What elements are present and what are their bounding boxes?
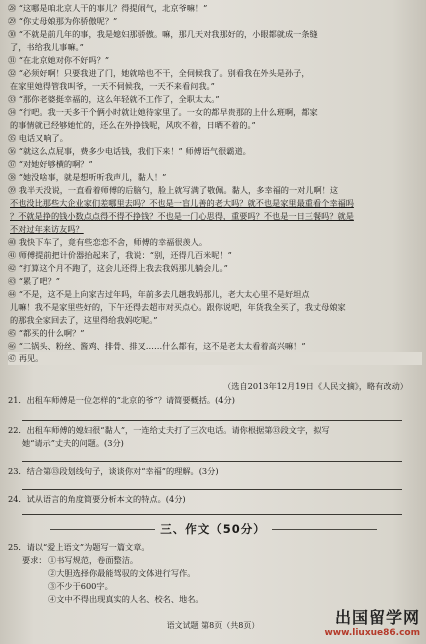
passage-line: ㉙ “你丈母娘那为你骄傲呢？” bbox=[8, 16, 118, 26]
section-rule-right bbox=[272, 529, 377, 530]
passage-line: ㊵ 我快下车了，竟有些恋恋不舍，师傅的幸福很羡人。 bbox=[8, 237, 208, 247]
question-23: 23．结合第⑬段划线句子，谈谈你对“幸福”的理解。(3分) bbox=[8, 466, 219, 476]
passage-line: ㊳ “她没啥事，就是想听听我声儿，黏人！” bbox=[8, 172, 167, 182]
question-24: 24．试从语言的角度简要分析本文的特点。(4分) bbox=[8, 494, 186, 504]
question-22-cont: 她“请示”丈夫的问题。(3分) bbox=[22, 438, 124, 448]
answer-line-22[interactable] bbox=[22, 461, 402, 462]
answer-line-21[interactable] bbox=[22, 420, 402, 421]
passage-line: 了，书给我儿事嘛。” bbox=[10, 42, 84, 52]
passage-line: ㊶ 师傅提前把计价器抬起来了，我说：“别，还得几百米呢！” bbox=[8, 250, 232, 260]
passage-line: ㉘ “这哪是咱北京人干的事儿？得提闹气，北京爷嘛！” bbox=[8, 3, 208, 13]
page-footer: 语文试题 第8页（共8页） bbox=[166, 621, 260, 630]
passage-line: ㊸ “累了吧？” bbox=[8, 276, 60, 286]
passage-line: 在家里她得管我叫爷，一天不伺候我，一天不来看问我。” bbox=[10, 81, 215, 91]
answer-line-24[interactable] bbox=[22, 514, 402, 515]
section-title: 三、作文（50分） bbox=[160, 522, 266, 536]
passage-line: ㉞ “行吧。我一天多干个俩小时就让她待家里了。一女的都早贵那的上什么班啊，都家 bbox=[8, 107, 318, 117]
passage-line: ㊼ 再见。 bbox=[8, 352, 422, 365]
underlined-sentence: ？不就是挣的钱小数点点得不得不挣钱？不也是一门心思得，重要吗？不也是一日三餐吗？就是 bbox=[10, 211, 354, 221]
requirements-label: 要求： bbox=[22, 555, 47, 565]
passage-line: ㉟ 电话又响了。 bbox=[8, 133, 68, 143]
passage-line: ㊲ “对她好够横的啊？” bbox=[8, 159, 93, 169]
requirement-item: ①书写规范，卷面整洁。 bbox=[48, 555, 139, 565]
underlined-sentence: 不对过年来访友吗？ bbox=[10, 224, 84, 234]
passage-line: ㉚ “不就是前几年的事，我是媳妇那骄傲。嘛，那几天对我那好的，小眼都就成一条缝 bbox=[8, 29, 318, 39]
passage-line: ㉜ “必须好啊！只要我进了门，她就啥也不干，全伺候我了。别看我在外头是孙子， bbox=[8, 68, 310, 78]
passage-line: ㊹ “不是，这不是上向家吉过年吗，年前多去几趟我妈那儿，老大太心里不是好坦点 bbox=[8, 289, 310, 299]
passage-line: ㊴ 我半天没说，一直看着师傅的后脑勺，脸上就写满了敬佩。黏人，多幸福的一对儿啊！这 bbox=[8, 185, 339, 195]
passage-line: 儿嘛！我不是家里些好的，下午还得去超市对买点心。跟你说吧，年货我全买了，我丈母娘家 bbox=[10, 302, 346, 312]
passage-line: ㉝ “那你老婆挺幸福的，这么年轻就不工作了，全职太太。” bbox=[8, 94, 220, 104]
passage-line: ㉛ “在北京她对你不好吗？” bbox=[8, 55, 110, 65]
question-22: 22．出租车师傅的媳妇很“黏人”，一连给丈夫打了三次电话。请你根据第⑬段文字，拟写 bbox=[8, 425, 330, 435]
watermark-url: www.liuxue86.com bbox=[324, 628, 420, 638]
requirement-item: ②大胆选择你最能驾驭的文体进行写作。 bbox=[48, 568, 196, 578]
passage-line: ㊺ “都买的什么啊？” bbox=[8, 328, 85, 338]
passage-line: ㊱ “就这么点屁事，费多少电话钱，我们下来！” 师傅语气很霸道。 bbox=[8, 146, 251, 156]
watermark bbox=[324, 605, 420, 638]
source-note: （选自2013年12月19日《人民文摘》，略有改动） bbox=[223, 381, 408, 391]
underlined-sentence: 不也没比那些大企业家们差哪里去吗？不也是一盲儿善的老大吗？就不也是家里最重看个幸福吗 bbox=[10, 198, 354, 208]
question-25: 25．请以“爱上语文”为题写一篇文章。 bbox=[8, 542, 150, 552]
watermark-title: 出国留学网 bbox=[334, 608, 420, 627]
passage-line: 的事情就已经够她忙的，还么在外挣钱呢，风吹不着，日晒不着的。” bbox=[10, 120, 256, 130]
passage-line: ㊻ “二锅头、粉丝、酱鸡、排骨、排叉……什么都有，这不是老太太看着高兴嘛！” bbox=[8, 341, 306, 351]
passage-line: ㊷ “打算这个月不跑了，这会儿还得上我去我妈那儿躺会儿。” bbox=[8, 263, 228, 273]
passage-line: 的那我全家回去了，这里得给我妈吃呢。” bbox=[10, 315, 158, 325]
answer-line-23[interactable] bbox=[22, 489, 402, 490]
requirement-item: ③不少于600字。 bbox=[48, 581, 113, 591]
requirement-item: ④文中不得出现真实的人名、校名、地名。 bbox=[48, 594, 204, 604]
question-21: 21．出租车师傅是一位怎样的“北京的爷”？请简要概括。(4分) bbox=[8, 395, 235, 405]
